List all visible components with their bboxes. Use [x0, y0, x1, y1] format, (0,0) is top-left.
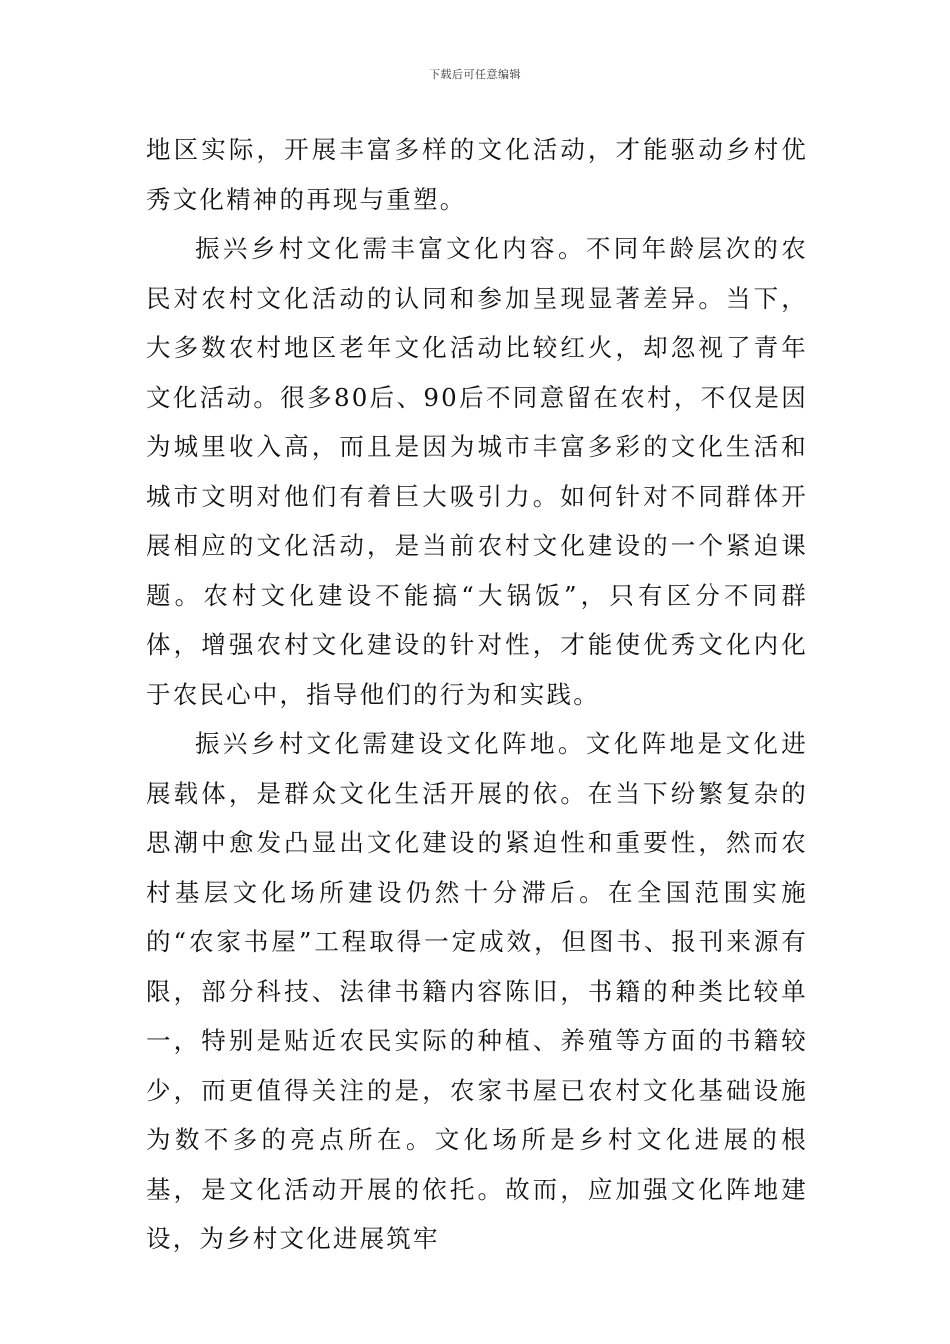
paragraph-continuation: 地区实际，开展丰富多样的文化活动，才能驱动乡村优秀文化精神的再现与重塑。	[146, 135, 808, 214]
document-body	[146, 125, 808, 1264]
page-header: 下载后可任意编辑	[429, 68, 521, 81]
paragraph-cultural-venues: 振兴乡村文化需建设文化阵地。文化阵地是文化进展载体，是群众文化生活开展的依。在当下纷繁复杂的思潮中愈发凸显出文化建设的紧迫性和重要性，然而农村基层文化场所建设仍然十分滞后。在全国范围实施的“农家书屋”工程取得一定成效，但图书、报刊来源有限，部分科技、法律书籍内容陈旧，书籍的种类比较单一，特别是贴近农民实际的种植、养殖等方面的书籍较少，而更值得关注的是，农家书屋已农村文化基础设施为数不多的亮点所在。文化场所是乡村文化进展的根基，是文化活动开展的依托。故而，应加强文化阵地建设，为乡村文化进展筑牢	[146, 729, 808, 1253]
paragraph-cultural-content: 振兴乡村文化需丰富文化内容。不同年龄层次的农民对农村文化活动的认同和参加呈现显著差异。当下，大多数农村地区老年文化活动比较红火，却忽视了青年文化活动。很多80后、90后不同意留在农村，不仅是因为城里收入高，而且是因为城市丰富多彩的文化生活和城市文明对他们有着巨大吸引力。如何针对不同群体开展相应的文化活动，是当前农村文化建设的一个紧迫课题。农村文化建设不能搞“大锅饭”，只有区分不同群体，增强农村文化建设的针对性，才能使优秀文化内化于农民心中，指导他们的行为和实践。	[146, 234, 808, 709]
